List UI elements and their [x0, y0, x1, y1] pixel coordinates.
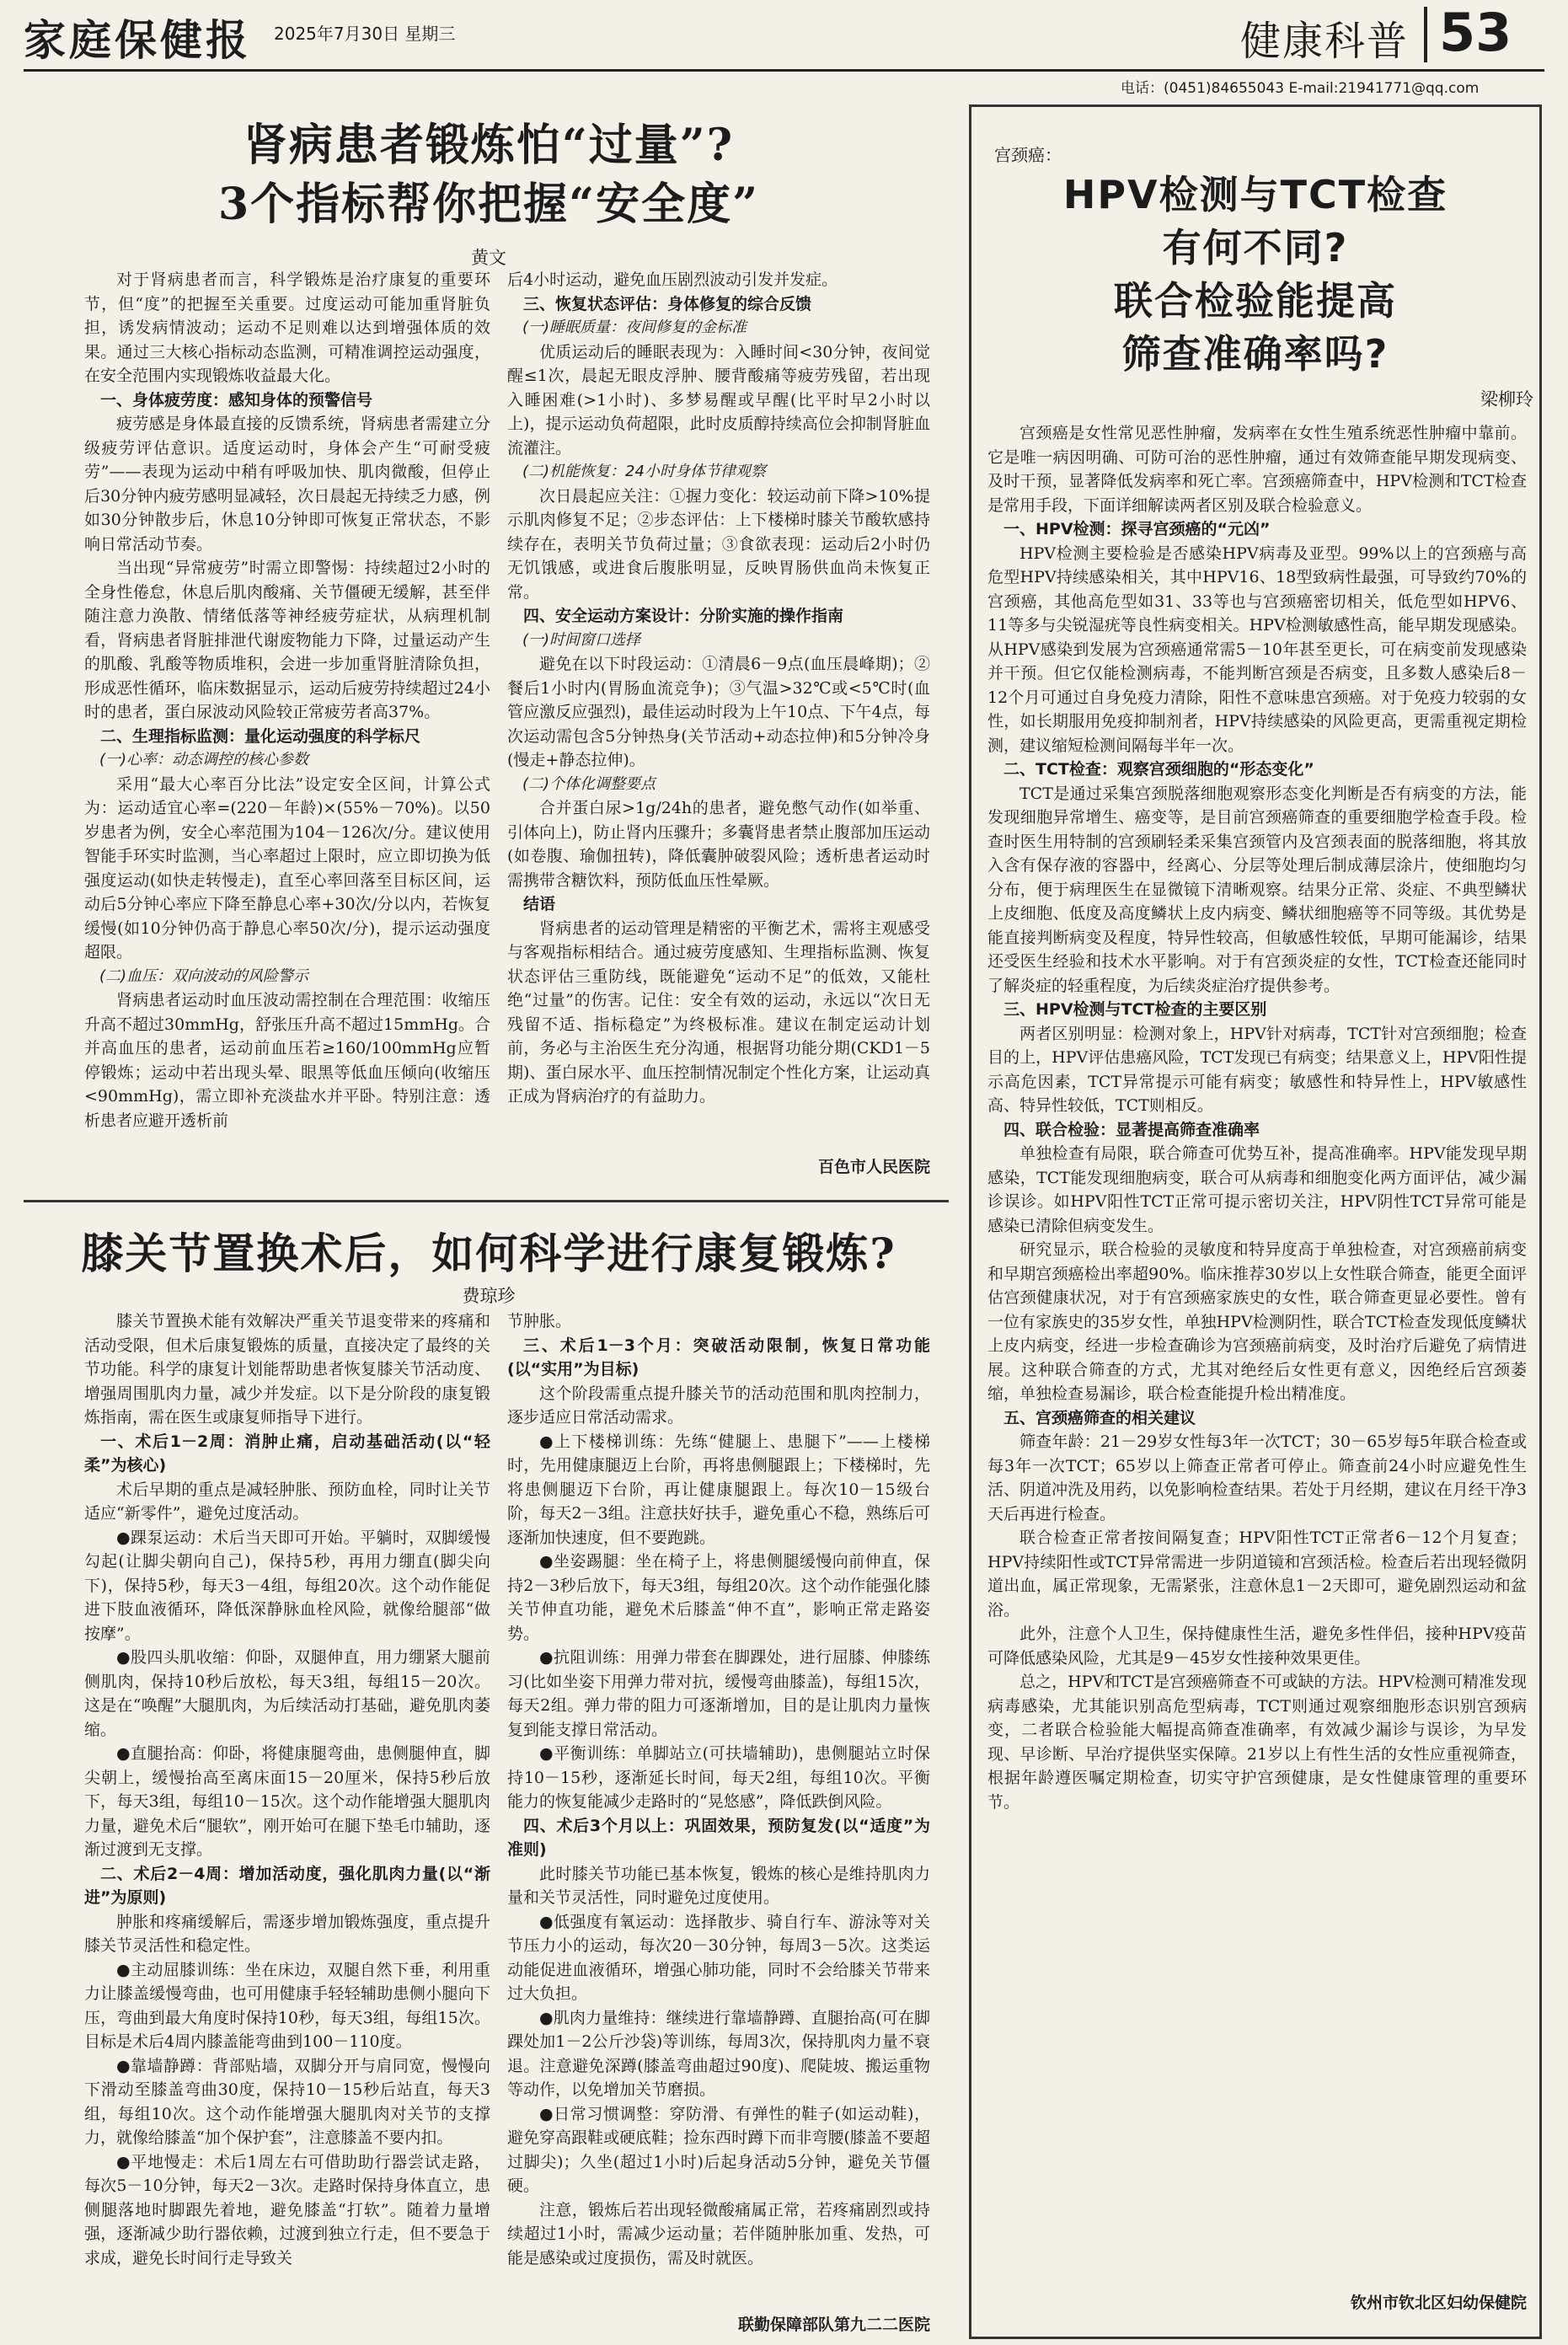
- sub-heading: (二)机能恢复：24小时身体节律观察: [522, 463, 766, 480]
- section-heading: 四、术后3个月以上：巩固效果，预防复发(以“适度”为准则): [507, 1816, 930, 1859]
- article1-col2: [507, 268, 930, 1144]
- article1-title: [25, 116, 952, 234]
- article3-col: [987, 421, 1527, 2283]
- paragraph: 疲劳感是身体最直接的反馈系统，肾病患者需建立分级疲劳评估意识。适度运动时，身体会产生“可耐受疲劳”——表现为运动中稍有呼吸加快、肌肉微酸，但停止后30分钟内疲劳感明显减轻，次日晨起无持续乏力感，例如30分钟散步后，休息10分钟即可恢复正常状态，不影响日常活动节奏。: [84, 415, 490, 554]
- paragraph: 对于肾病患者而言，科学锻炼是治疗康复的重要环节，但“度”的把握至关重要。过度运动可能加重肾脏负担，诱发病情波动；运动不足则难以达到增强体质的效果。通过三大核心指标动态监测，可精准调控运动强度，在安全范围内实现锻炼收益最大化。: [84, 270, 490, 385]
- section-heading: 一、术后1－2周：消肿止痛，启动基础活动(以“轻柔”为核心): [84, 1432, 490, 1475]
- section-heading: 四、安全运动方案设计：分阶实施的操作指南: [523, 607, 844, 625]
- paragraph: ●坐姿踢腿：坐在椅子上，将患侧腿缓慢向前伸直，保持2－3秒后放下，每天3组，每组20次。这个动作能强化膝关节伸直功能，避免术后膝盖“伸不直”，影响正常走路姿势。: [507, 1552, 930, 1643]
- paragraph: 总之，HPV和TCT是宫颈癌筛查不可或缺的方法。HPV检测可精准发现病毒感染，尤其能识别高危型病毒，TCT则通过观察细胞形态识别宫颈病变，二者联合检验能大幅提高筛查准确率，有效减少漏诊与误诊，为早发现、早诊断、早治疗提供坚实保障。21岁以上有性生活的女性应重视筛查，根据年龄遵医嘱定期检查，切实守护宫颈健康，是女性健康管理的重要环节。: [987, 1673, 1527, 1812]
- article1-col1: [84, 268, 490, 1181]
- section-heading: 三、HPV检测与TCT检查的主要区别: [1003, 1000, 1267, 1019]
- masthead-divider: [1424, 7, 1427, 62]
- article1-author: 黄文: [471, 248, 506, 268]
- article3-kicker: 宫颈癌：: [994, 145, 1062, 165]
- paragraph: 单独检查有局限，联合筛查可优势互补，提高准确率。HPV能发现早期感染，TCT能发现细胞病变，联合可从病毒和细胞变化两方面评估，减少漏诊误诊。如HPV阳性TCT正常可提示密切关注，HPV阴性TCT异常可能是感染已清除但病变发生。: [987, 1144, 1527, 1235]
- sub-heading: (二)个体化调整要点: [522, 774, 656, 793]
- paragraph: ●主动屈膝训练：坐在床边，双腿自然下垂，利用重力让膝盖缓慢弯曲，也可用健康手轻轻辅助患侧小腿向下压，弯曲到最大角度时保持10秒，每天3组，每组15次。目标是术后4周内膝盖能弯曲到100－110度。: [84, 1960, 490, 2051]
- section-heading: 二、生理指标监测：量化运动强度的科学标尺: [100, 726, 421, 746]
- paragraph: ●上下楼梯训练：先练“健腿上、患腿下”——上楼梯时，先用健康腿迈上台阶，再将患侧腿跟上；下楼梯时，先将患侧腿迈下台阶，再让健康腿跟上。每次10－15级台阶，每天2－3组。注意扶好扶手，避免重心不稳，熟练后可逐渐加快速度，但不要跑跳。: [507, 1432, 930, 1547]
- article-separator: [24, 1200, 949, 1202]
- paragraph: ●靠墙静蹲：背部贴墙，双脚分开与肩同宽，慢慢向下滑动至膝盖弯曲30度，保持10－15秒后站直，每天3组，每组10次。这个动作能增强大腿肌肉对关节的支撑力，就像给膝盖“加个保护套”，注意膝盖不要内扣。: [84, 2056, 490, 2147]
- paragraph: ●平衡训练：单脚站立(可扶墙辅助)，患侧腿站立时保持10－15秒，逐渐延长时间，每天2组，每组10次。平衡能力的恢复能减少走路时的“晃悠感”，降低跌倒风险。: [507, 1744, 930, 1811]
- paragraph: ●踝泵运动：术后当天即可开始。平躺时，双脚缓慢勾起(让脚尖朝向自己)，保持5秒，再用力绷直(脚尖向下)，保持5秒，每天3－4组，每组20次。这个动作能促进下肢血液循环，降低深静脉血栓风险，就像给腿部“做按摩”。: [84, 1528, 490, 1643]
- paragraph: 两者区别明显：检测对象上，HPV针对病毒，TCT针对宫颈细胞；检查目的上，HPV评估患癌风险，TCT发现已有病变；结果意义上，HPV阳性提示高危因素，TCT异常提示可能有病变；敏感性和特异性上，HPV敏感性高、特异性较低，TCT则相反。: [987, 1024, 1527, 1115]
- section-heading: 三、术后1－3个月：突破活动限制，恢复日常功能(以“实用”为目标): [507, 1336, 930, 1379]
- contact-info: 电话：(0451)84655043 E-mail:21941771@qq.com: [1121, 80, 1480, 97]
- section-heading: 一、身体疲劳度：感知身体的预警信号: [100, 390, 373, 410]
- paragraph: 膝关节置换术能有效解决严重关节退变带来的疼痛和活动受限，但术后康复锻炼的质量，直接决定了最终的关节功能。科学的康复计划能帮助患者恢复膝关节活动度、增强周围肌肉力量，减少并发症。以下是分阶段的康复锻炼指南，需在医生或康复师指导下进行。: [84, 1312, 490, 1427]
- article3-title-line3: 联合检验能提高: [1114, 278, 1397, 324]
- paragraph: HPV检测主要检验是否感染HPV病毒及亚型。99%以上的宫颈癌与高危型HPV持续感染相关，其中HPV16、18型致病性最强，可导致约70%的宫颈癌，其他高危型如31、33等也与宫颈癌密切相关，低危型如HPV6、11等多与尖锐湿疣等良性病变相关。HPV检测敏感性高，能早期发现感染。从HPV感染到发展为宫颈癌通常需5－10年甚至更长，可在病变前发现感染并干预。但它仅能检测病毒，不能判断宫颈是否病变，且多数人感染后8－12个月可通过自身免疫力清除，阳性不意味患宫颈癌。对于免疫力较弱的女性，如长期服用免疫抑制剂者，HPV持续感染的风险更高，更需重视定期检测，建议缩短检测间隔每半年一次。: [987, 543, 1527, 755]
- article2-signature: 联勤保障部队第九二二医院: [737, 2316, 930, 2334]
- paragraph: 肾病患者运动时血压波动需控制在合理范围：收缩压升高不超过30mmHg，舒张压升高不超过15mmHg。合并高血压的患者，运动前血压若≥160/100mmHg应暂停锻炼；运动中若出现头晕、眼黑等低血压倾向(收缩压<90mmHg)，需立即补充淡盐水并平卧。特别注意：透析患者应避开透析前: [84, 991, 490, 1130]
- article3-author: 梁柳玲: [1480, 389, 1533, 410]
- section-heading: 四、联合检验：显著提高筛查准确率: [1003, 1120, 1260, 1139]
- page-number: 53: [1439, 2, 1512, 63]
- sub-heading: (二)血压：双向波动的风险警示: [99, 966, 309, 985]
- article2-title: 膝关节置换术后，如何科学进行康复锻炼?: [81, 1229, 896, 1278]
- article3-title-line4: 筛查准确率吗?: [1121, 331, 1389, 377]
- article3-signature: 钦州市钦北区妇幼保健院: [1350, 2294, 1527, 2312]
- paragraph: 肿胀和疼痛缓解后，需逐步增加锻炼强度，重点提升膝关节灵活性和稳定性。: [84, 1912, 490, 1955]
- article1-signature: 百色市人民医院: [817, 1158, 930, 1176]
- paragraph: 筛查年龄：21－29岁女性每3年一次TCT；30－65岁每5年联合检查或每3年一次TCT；65岁以上筛查正常者可停止。筛查前24小时应避免性生活、阴道冲洗及用药，以免影响检查结果。若处于月经期，建议在月经干净3天后再进行检查。: [987, 1432, 1527, 1523]
- paragraph: ●平地慢走：术后1周左右可借助助行器尝试走路，每次5－10分钟，每天2－3次。走路时保持身体直立，患侧腿落地时脚跟先着地，避免膝盖“打软”。随着力量增强，逐渐减少助行器依赖，过渡到独立行走，但不要急于求成，避免长时间行走导致关: [84, 2152, 490, 2267]
- paragraph: ●股四头肌收缩：仰卧，双腿伸直，用力绷紧大腿前侧肌肉，保持10秒后放松，每天3组，每组15－20次。这是在“唤醒”大腿肌肉，为后续活动打基础，避免肌肉萎缩。: [84, 1648, 490, 1739]
- paragraph: 此时膝关节功能已基本恢复，锻炼的核心是维持肌肉力量和关节灵活性，同时避免过度使用。: [507, 1864, 930, 1907]
- paragraph: ●日常习惯调整：穿防滑、有弹性的鞋子(如运动鞋)，避免穿高跟鞋或硬底鞋；捡东西时蹲下而非弯腰(膝盖不要超过脚尖)；久坐(超过1小时)后起身活动5分钟，避免关节僵硬。: [507, 2104, 930, 2195]
- section-heading: 二、术后2－4周：增加活动度，强化肌肉力量(以“渐进”为原则): [84, 1864, 490, 1907]
- paragraph: 此外，注意个人卫生，保持健康性生活，避免多性伴侣，接种HPV疫苗可降低感染风险，尤其是9－45岁女性接种效果更佳。: [987, 1625, 1527, 1668]
- paragraph: 当出现“异常疲劳”时需立即警惕：持续超过2小时的全身性倦怠，休息后肌肉酸痛、关节僵硬无缓解，甚至伴随注意力涣散、情绪低落等神经疲劳症状，从病理机制看，肾病患者肾脏排泄代谢废物能力下降，过量运动产生的肌酸、乳酸等物质堆积，会进一步加重肾脏清除负担，形成恶性循环，临床数据显示，运动后疲劳持续超过24小时的患者，蛋白尿波动风险较正常疲劳者高37%。: [84, 559, 490, 721]
- paragraph: ●直腿抬高：仰卧，将健康腿弯曲，患侧腿伸直，脚尖朝上，缓慢抬高至离床面15－20厘米，保持5秒后放下，每天3组，每组10－15次。这个动作能增强大腿肌肉力量，避免术后“腿软”，刚开始可在腿下垫毛巾辅助，逐渐过渡到无支撑。: [84, 1744, 490, 1859]
- paragraph: 合并蛋白尿>1g/24h的患者，避免憋气动作(如举重、引体向上)，防止肾内压骤升；多囊肾患者禁止腹部加压运动(如卷腹、瑜伽扭转)，降低囊肿破裂风险；透析患者运动时需携带含糖饮料，预防低血压性晕厥。: [507, 799, 930, 890]
- article3-title: [977, 169, 1533, 381]
- section-heading: 二、TCT检查：观察宫颈细胞的“形态变化”: [1003, 760, 1314, 779]
- article3-title-line2: 有何不同?: [1162, 225, 1349, 270]
- paragraph-continued: 节肿胀。: [507, 1312, 572, 1330]
- sub-heading: (一)心率：动态调控的核心参数: [99, 751, 309, 768]
- paragraph: 优质运动后的睡眠表现为：入睡时间<30分钟，夜间觉醒≤1次，晨起无眼皮浮肿、腰背酸痛等疲劳残留，若出现入睡困难(>1小时)、多梦易醒或早醒(比平时早2小时以上)，提示运动负荷超限，此时皮质醇持续高位会抑制肾脏血流灌注。: [507, 342, 930, 458]
- section-name: 健康科普: [1240, 18, 1410, 65]
- article2-author: 费琼珍: [462, 1286, 516, 1306]
- masthead-rule: [24, 69, 1544, 72]
- section-heading: 五、宫颈癌筛查的相关建议: [1003, 1408, 1196, 1427]
- paragraph: 次日晨起应关注：①握力变化：较运动前下降>10%提示肌肉修复不足；②步态评估：上下楼梯时膝关节酸软感持续存在，表明关节负荷过量；③食欲表现：运动后2小时仍无饥饿感，或进食后腹胀明显，反映胃肠供血尚未恢复正常。: [507, 486, 930, 602]
- section-heading: 一、HPV检测：探寻宫颈癌的“元凶”: [1003, 520, 1271, 538]
- article1-title-line2: 3个指标帮你把握“安全度”: [217, 179, 759, 230]
- paragraph: ●抗阻训练：用弹力带套在脚踝处，进行屈膝、伸膝练习(比如坐姿下用弹力带对抗，缓慢弯曲膝盖)，每组15次，每天2组。弹力带的阻力可逐渐增加，目的是让肌肉力量恢复到能支撑日常活动。: [507, 1648, 930, 1739]
- paragraph: 宫颈癌是女性常见恶性肿瘤，发病率在女性生殖系统恶性肿瘤中靠前。它是唯一病因明确、可防可治的恶性肿瘤，通过有效筛查能早期发现病变、及时干预，显著降低发病率和死亡率。宫颈癌筛查中，HPV检测和TCT检查是常用手段，下面详细解读两者区别及联合检验意义。: [987, 424, 1527, 515]
- paragraph: 联合检查正常者按间隔复查；HPV阳性TCT正常者6－12个月复查；HPV持续阳性或TCT异常需进一步阴道镜和宫颈活检。检查后若出现轻微阴道出血，属正常现象，无需紧张，注意休息1－2天即可，避免剧烈运动和盆浴。: [987, 1529, 1527, 1620]
- paragraph: 避免在以下时段运动：①清晨6－9点(血压晨峰期)；②餐后1小时内(胃肠血流竞争)；③气温>32℃或<5℃时(血管应激反应强烈)，最佳运动时段为上午10点、下午4点，每次运动需包含5分钟热身(关节活动+动态拉伸)和5分钟冷身(慢走+静态拉伸)。: [507, 655, 930, 769]
- paper-name: 家庭保健报: [24, 15, 251, 65]
- article2-col1: [84, 1309, 490, 2337]
- paragraph: ●低强度有氧运动：选择散步、骑自行车、游泳等对关节压力小的运动，每次20－30分钟，每周3－5次。这类运动能促进血液循环，增强心肺功能，同时不会给膝关节带来过大负担。: [507, 1912, 930, 2003]
- sub-heading: (一)时间窗口选择: [522, 630, 641, 649]
- article1-title-line1: 肾病患者锻炼怕“过量”?: [243, 120, 735, 171]
- paragraph: TCT是通过采集宫颈脱落细胞观察形态变化判断是否有病变的方法，能发现细胞异常增生、癌变等，是目前宫颈癌筛查的重要细胞学检查手段。检查时医生用特制的宫颈刷轻柔采集宫颈管内及宫颈表面的脱落细胞，将其放入含有保存液的容器中，经离心、分层等处理后制成薄层涂片，使细胞均匀分布，便于病理医生在显微镜下清晰观察。结果分正常、炎症、不典型鳞状上皮细胞、低度及高度鳞状上皮内病变、鳞状细胞癌等不同等级。其优势是能直接判断病变及程度，特异性较高，但敏感性较低，早期可能漏诊，结果还受医生经验和技术水平影响。对于有宫颈炎症的女性，TCT检查还能同时了解炎症的轻重程度，为后续炎症治疗提供参考。: [987, 784, 1527, 995]
- section-heading: 三、恢复状态评估：身体修复的综合反馈: [523, 294, 812, 313]
- conclusion-heading: 结语: [523, 895, 556, 913]
- paragraph: 采用“最大心率百分比法”设定安全区间，计算公式为：运动适宜心率=(220－年龄)×(55%－70%)。以50岁患者为例，安全心率范围为104－126次/分。建议使用智能手环实时监测，当心率超过上限时，应立即切换为低强度运动(如快走转慢走)，直至心率回落至目标区间，运动后5分钟心率应下降至静息心率+30次/分以内，若恢复缓慢(如10分钟仍高于静息心率50次/分)，提示运动强度超限。: [84, 774, 490, 961]
- paragraph: 注意，锻炼后若出现轻微酸痛属正常，若疼痛剧烈或持续超过1小时，需减少运动量；若伴随肿胀加重、发热，可能是感染或过度损伤，需及时就医。: [507, 2200, 930, 2267]
- article2-col2: [507, 1309, 930, 2304]
- issue-date: 2025年7月30日 星期三: [274, 24, 456, 44]
- paragraph: 这个阶段需重点提升膝关节的活动范围和肌肉控制力，逐步适应日常活动需求。: [507, 1384, 930, 1427]
- paragraph: 术后早期的重点是减轻肿胀、预防血栓，同时让关节适应“新零件”，避免过度活动。: [84, 1480, 490, 1523]
- paragraph: 肾病患者的运动管理是精密的平衡艺术，需将主观感受与客观指标相结合。通过疲劳度感知、生理指标监测、恢复状态评估三重防线，既能避免“运动不足”的低效，又能杜绝“过量”的伤害。记住：安全有效的运动，永远以“次日无残留不适、指标稳定”为终极标准。建议在制定运动计划前，务必与主治医生充分沟通，根据肾功能分期(CKD1－5期)、蛋白尿水平、血压控制情况制定个性化方案，让运动真正成为肾病治疗的有益助力。: [507, 918, 930, 1106]
- sub-heading: (一)睡眠质量：夜间修复的金标准: [522, 319, 747, 336]
- paragraph: 研究显示，联合检验的灵敏度和特异度高于单独检查，对宫颈癌前病变和早期宫颈癌检出率超90%。临床推荐30岁以上女性联合筛查，能更全面评估宫颈健康状况，对于有宫颈癌家族史的女性，联合筛查更显必要性。曾有一位有家族史的35岁女性，单独HPV检测阴性，联合TCT检查发现低度鳞状上皮内病变，经进一步检查确诊为宫颈癌前病变，及时治疗后避免了病情进展。这种联合筛查的方式，尤其对绝经后女性更有意义，因绝经后宫颈萎缩，单独检查易漏诊，联合检查能提升检出精准度。: [987, 1240, 1527, 1403]
- paragraph: ●肌肉力量维持：继续进行靠墙静蹲、直腿抬高(可在脚踝处加1－2公斤沙袋)等训练，每周3次，保持肌肉力量不衰退。注意避免深蹲(膝盖弯曲超过90度)、爬陡坡、搬运重物等动作，以免增加关节磨损。: [507, 2008, 930, 2099]
- paragraph-continued: 后4小时运动，避免血压剧烈波动引发并发症。: [507, 270, 838, 289]
- article3-title-line1: HPV检测与TCT检查: [1062, 172, 1448, 217]
